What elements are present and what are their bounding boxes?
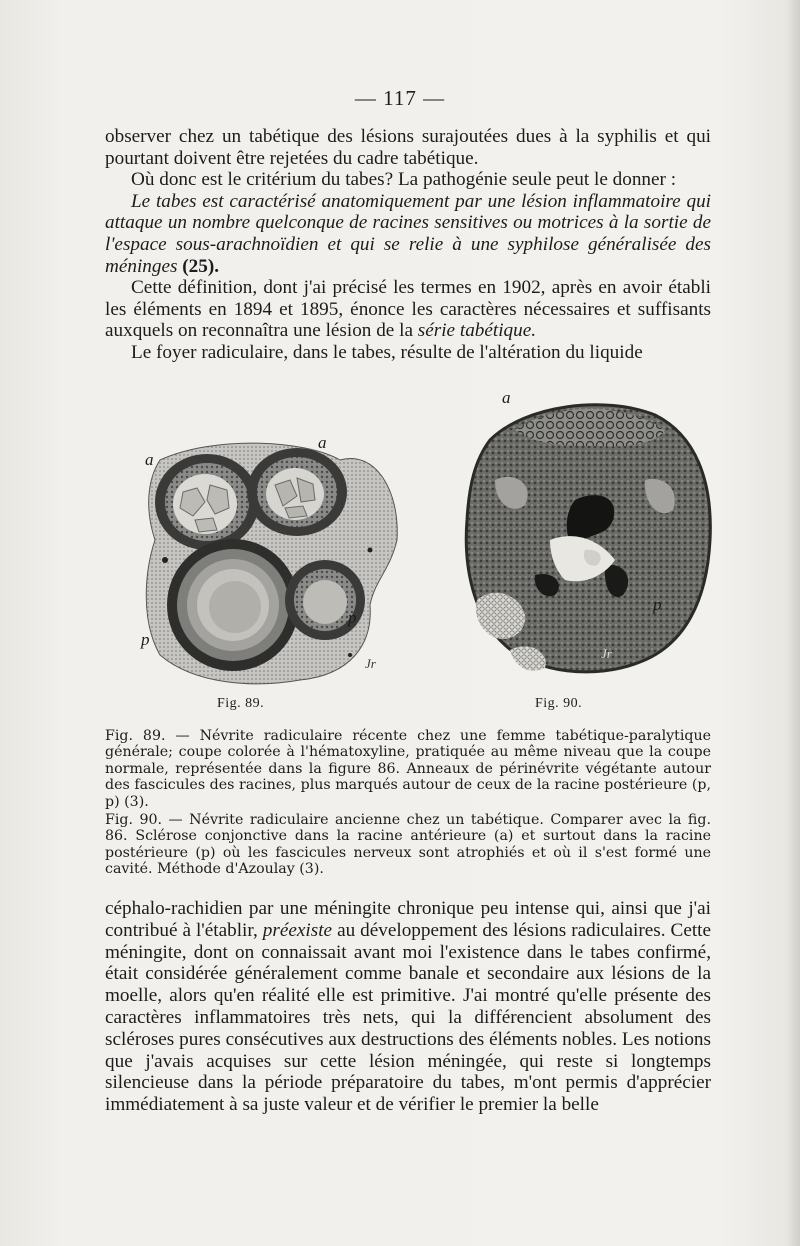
paragraph-4-text: Cette définition, dont j'ai précisé les termes en 1902, après en avoir établi les éléments en 1894 et 1895, énonce les caractères nécessaires et suffisants auxquels on reconnaîtra une lésion de la [105, 277, 711, 342]
label-a-left: a [145, 450, 154, 469]
definition-italic: Le tabes est caractérisé anatomiquement par une lésion inflammatoire qui attaque un nombre quelconque de racines sensitives ou motrices à la sortie de l'espace sous-arachnoïdien et qui se relie à une syphilose généralisée des méninges [105, 190, 711, 277]
label-a-top: a [502, 388, 511, 407]
label-p-left: p [141, 630, 150, 649]
figure-90 [455, 390, 715, 720]
serie-tabetique: série tabétique. [417, 320, 537, 342]
figure-90-illustration [455, 390, 715, 690]
bottom-paragraph [105, 898, 711, 1116]
figure-90-label: Fig. 90. [535, 696, 583, 711]
figure-90-signature: Jr [601, 646, 612, 661]
caption-figure-89 [105, 728, 711, 810]
label-p-side: p [653, 595, 662, 614]
preexiste-italic: préexiste [262, 919, 333, 941]
label-p-right: p [348, 608, 357, 627]
bottom-text-block [105, 898, 711, 1116]
bottom-paragraph-start: céphalo-rachidien par une méningite chronique peu intense qui, ainsi que j'ai contribué à l'établir, [105, 898, 711, 941]
figure-89-signature: Jr [365, 656, 376, 671]
caption-figure-90 [105, 812, 711, 878]
figure-89 [135, 430, 405, 711]
top-text-block [105, 126, 711, 364]
paragraph-5: Le foyer radiculaire, dans le tabes, résulte de l'altération du liquide [131, 341, 643, 363]
label-a-right: a [318, 433, 327, 452]
reference-25: (25). [182, 255, 220, 277]
bottom-paragraph-rest: au développement des lésions radiculaires. Cette méningite, dont on connaissait avant moi l'existence dans le tabes confirmé, était considérée généralement comme banale et secondaire aux lésions de la moelle, alors qu'en réalité elle est primitive. J'ai montré qu'elle présente des caractères inflammatoires très nets, qui la différencient absolument des scléroses pures consécutives aux destructions des éléments nobles. Les notions que j'avais acquises sur cette lésion méningée, qui reste si longtemps silencieuse dans la période préparatoire du tabes, m'ont permis d'apprécier immédiatement à sa juste valeur et de vérifier le premier la belle [105, 919, 712, 1116]
caption-90-text: Fig. 90. — Névrite radiculaire ancienne chez un tabétique. Comparer avec la fig. 86. Sclérose conjonctive dans la racine antérieure (a) et surtout dans la racine postérieure (p) où les fascicules nerveux sont atrophiés et où il s'est formé une cavité. Méthode d'Azoulay (3). [105, 812, 711, 878]
page-number: — 117 — [354, 86, 446, 110]
caption-89-text: Fig. 89. — Névrite radiculaire récente chez une femme tabétique-paralytique générale; coupe colorée à l'hématoxyline, pratiquée au même niveau que la coupe normale, représentée dans la figure 86. Anneaux de périnévrite végétante autour des fascicules des racines, plus marqués autour de ceux de la racine postérieure (p, p) (3). [105, 728, 711, 810]
figure-89-illustration [135, 430, 405, 695]
paragraph-3 [105, 191, 711, 277]
page-edge-shadow [786, 0, 800, 1246]
paragraph-1: observer chez un tabétique des lésions surajoutées dues à la syphilis et qui pourtant doivent être rejetées du cadre tabétique. [105, 126, 711, 169]
paragraph-4 [105, 277, 711, 342]
figure-89-label: Fig. 89. [217, 696, 265, 711]
paragraph-2: Où donc est le critérium du tabes? La pathogénie seule peut le donner : [131, 169, 677, 191]
